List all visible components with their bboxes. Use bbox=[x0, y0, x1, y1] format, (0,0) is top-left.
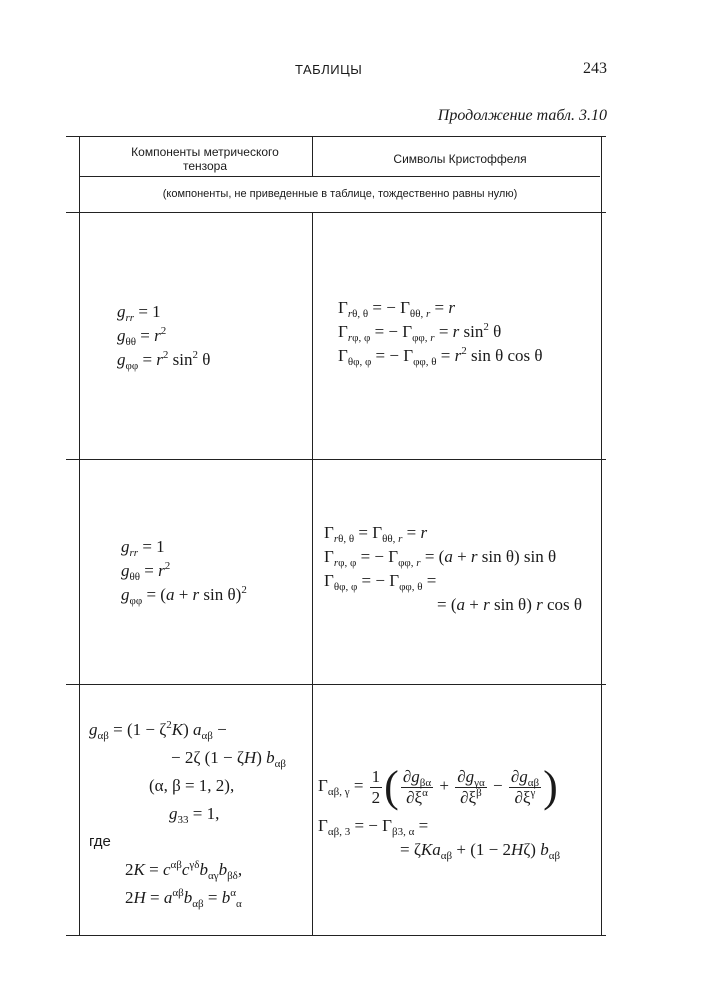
fraction-partial: $\frac{\partial g_{\gamma\alpha}}{\partial\xi^\beta}$ bbox=[457, 766, 485, 807]
row2-christoffel-line: $\Gamma_{r\theta, \theta} = \Gamma_{\theta\theta, r} = r$ bbox=[324, 523, 428, 545]
row1-metric-line: $g_{rr} = 1$ bbox=[117, 302, 161, 324]
page-number: 243 bbox=[583, 60, 607, 77]
row2-christoffel-line: = (a + r sin θ) r cos θ bbox=[437, 595, 583, 614]
row1-christoffel-line: $\Gamma_{\theta\varphi, \varphi}$ = − $\Gamma_{\varphi\varphi, \theta} = r^2$ sin θ cos θ bbox=[338, 345, 543, 368]
row3-metric-line: − 2ζ (1 − ζH) $b_{\alpha\beta}$ bbox=[171, 748, 286, 770]
row3-metric-line: $2H = a^{\alpha\beta}b_{\alpha\beta} = b^\alpha_\alpha$ bbox=[125, 887, 242, 910]
row3-metric-line: $g_{33} = 1$, bbox=[169, 804, 220, 826]
row3-metric-line: (α, β = 1, 2), bbox=[149, 776, 235, 795]
row1-christoffel-line: $\Gamma_{r\varphi, \varphi}$ = − $\Gamma_{\varphi\varphi, r} = r$ $\sin^2 \theta$ bbox=[338, 321, 502, 344]
header-bottom-rule bbox=[80, 176, 600, 177]
row3-christoffel-line: = ζKa$_{\alpha\beta}$ + (1 − 2Hζ) $b_{\alpha\beta}$ bbox=[400, 840, 561, 862]
row2-christoffel-line: $\Gamma_{r\varphi, \varphi}$ = − $\Gamma_{\varphi\varphi, r} = (a + r$ sin θ) sin θ bbox=[324, 547, 557, 569]
running-head: ТАБЛИЦЫ bbox=[295, 62, 363, 77]
row1-christoffel-line: $\Gamma_{r\theta, \theta}$ = − $\Gamma_{\theta\theta, r} = r$ bbox=[338, 298, 455, 320]
row3-christoffel bbox=[318, 758, 560, 862]
row3-christoffel-line: $\Gamma_{\alpha\beta, \gamma}$ = $\frac{1}{2}$ ( $\frac{\partial g_{\beta\alpha}}{\partial\xi^\alpha}$ + $\frac{\partial g_{\gamma\alpha}}{\partial\xi^\beta}$ − $\frac{\partial g_{\alpha\beta}}{\partial\xi^\gamma}$ ) bbox=[318, 762, 558, 812]
column-divider-header bbox=[312, 136, 313, 176]
fraction-partial: $\frac{\partial g_{\beta\alpha}}{\partial\xi^\alpha}$ bbox=[402, 766, 432, 807]
zero-components-note: (компоненты, не приведенные в таблице, тождественно равны нулю) bbox=[162, 188, 518, 200]
row1-metric-line: $g_{\varphi\varphi} = r^2$ $\sin^2 \theta$ bbox=[117, 349, 211, 372]
row2-metric-line: $g_{\varphi\varphi} = (a + r$ sin θ)$^2$ bbox=[121, 584, 247, 607]
row1-christoffel bbox=[338, 296, 543, 368]
fraction-half: $\frac{1}{2}$ bbox=[371, 766, 381, 807]
table-bottom-rule bbox=[66, 935, 606, 936]
row2-christoffel bbox=[324, 521, 582, 617]
row3-christoffel-line: $\Gamma_{\alpha\beta, 3}$ = − $\Gamma_{\beta 3, \alpha}$ = bbox=[318, 816, 429, 838]
row1-metric-line: $g_{\theta\theta} = r^2$ bbox=[117, 325, 167, 348]
row2-bottom-rule bbox=[66, 684, 606, 685]
table-top-rule bbox=[66, 136, 606, 137]
note-bottom-rule bbox=[66, 212, 606, 213]
fraction-partial: $\frac{\partial g_{\alpha\beta}}{\partial\xi^\gamma}$ bbox=[510, 766, 540, 807]
row3-where-word: где bbox=[89, 833, 111, 850]
row1-metric bbox=[117, 300, 210, 372]
col-header-metric: Компоненты метрического тензора bbox=[131, 145, 279, 173]
col-header-christoffel: Символы Кристоффеля bbox=[393, 152, 527, 166]
table-left-border bbox=[79, 136, 80, 935]
table-right-border bbox=[601, 136, 602, 935]
row2-metric-line: $g_{rr} = 1$ bbox=[121, 537, 165, 559]
column-divider-body bbox=[312, 212, 313, 935]
row2-christoffel-line: $\Gamma_{\theta\varphi, \varphi}$ = − $\Gamma_{\varphi\varphi, \theta}$ = bbox=[324, 571, 437, 593]
row3-metric-line: $g_{\alpha\beta} = (1 - \zeta^2K) a_{\alpha\beta}$ − bbox=[89, 719, 227, 742]
table-continuation-caption: Продолжение табл. 3.10 bbox=[437, 107, 607, 124]
row3-metric bbox=[89, 716, 286, 912]
row2-metric-line: $g_{\theta\theta} = r^2$ bbox=[121, 560, 171, 583]
row1-bottom-rule bbox=[66, 459, 606, 460]
row2-metric bbox=[121, 535, 247, 607]
row3-metric-line: $2K = c^{\alpha\beta}c^{\gamma\delta}b_{\alpha\gamma}b_{\beta\delta}$, bbox=[125, 859, 243, 882]
